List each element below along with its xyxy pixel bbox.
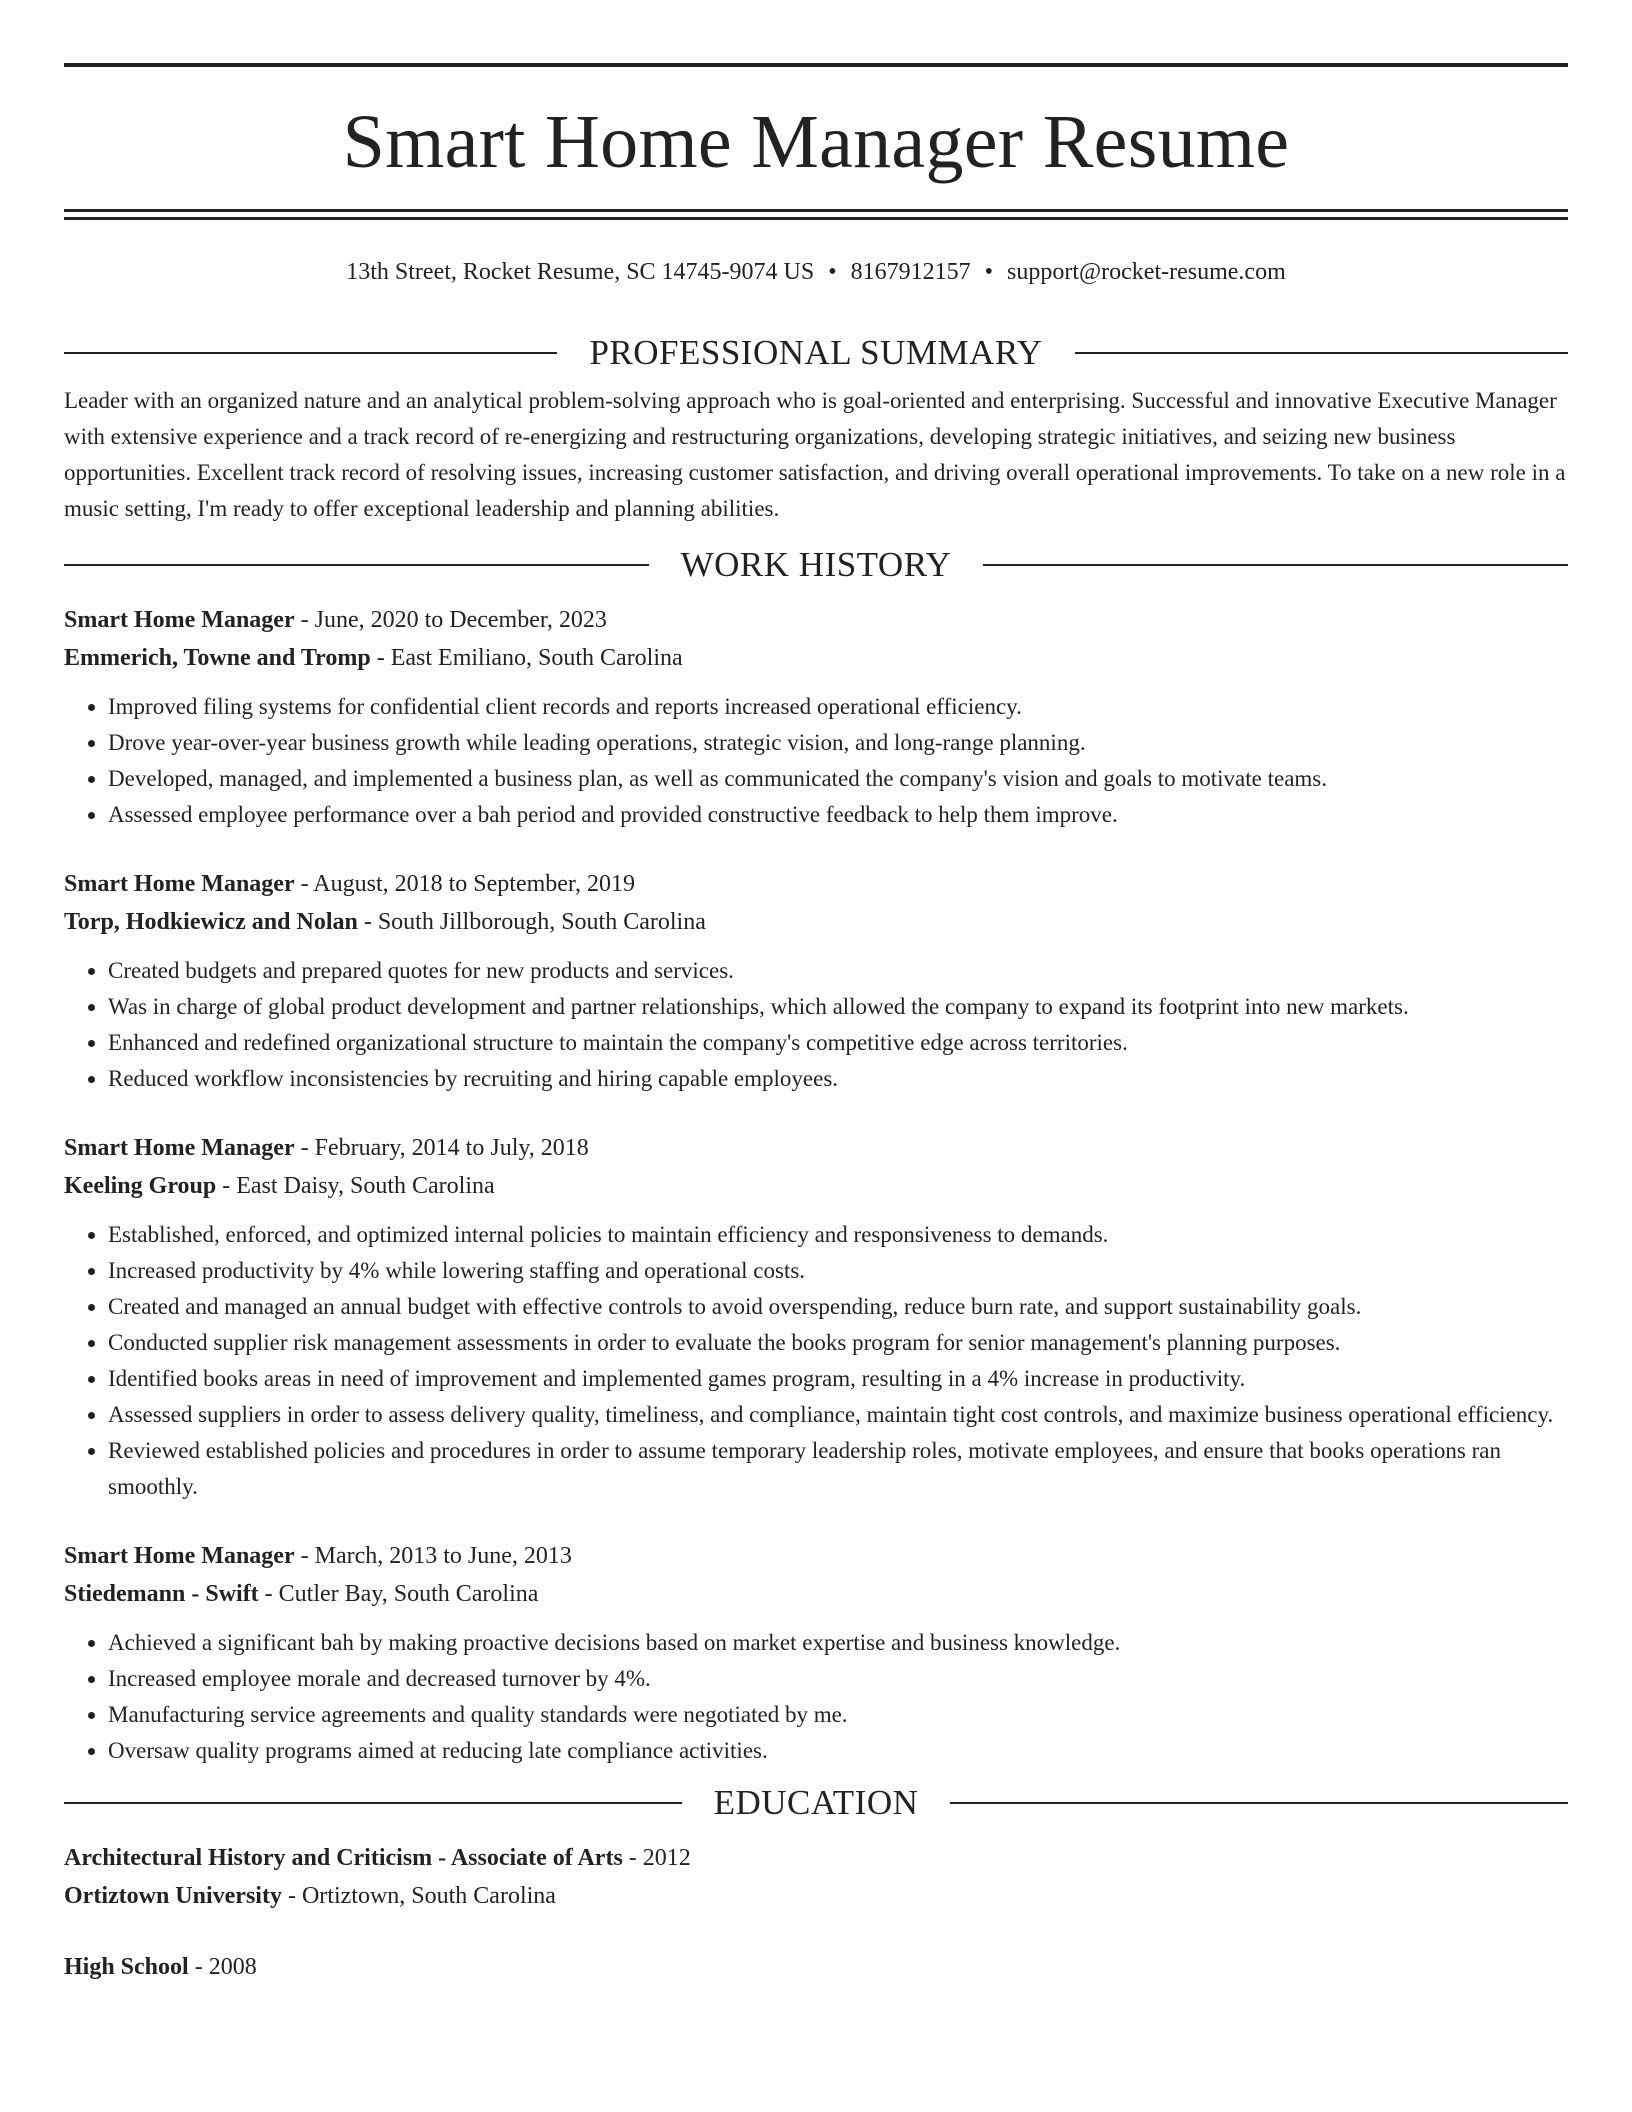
job-company: Torp, Hodkiewicz and Nolan — [64, 909, 358, 935]
job-bullet: • Was in charge of global product development and partner relationships, which allowed the company to expand its footprint into new markets. — [108, 989, 1568, 1025]
job-title: Smart Home Manager — [64, 1543, 295, 1569]
job-bullet: • Created budgets and prepared quotes for new products and services. — [108, 953, 1568, 989]
job-bullet: • Achieved a significant bah by making proactive decisions based on market expertise and business knowledge. — [108, 1625, 1568, 1661]
job-entry — [64, 865, 1568, 1097]
job-dates: - February, 2014 to July, 2018 — [294, 1135, 589, 1161]
job-dates: - March, 2013 to June, 2013 — [294, 1543, 572, 1569]
job-bullets — [64, 1217, 1568, 1505]
contact-separator: • — [984, 259, 994, 285]
heading-rule — [64, 352, 557, 354]
job-bullet: • Increased employee morale and decreased turnover by 4%. — [108, 1661, 1568, 1697]
heading-rule — [1075, 352, 1568, 354]
job-entry — [64, 601, 1568, 833]
section-heading-work — [64, 545, 1568, 585]
job-location: - Cutler Bay, South Carolina — [258, 1581, 539, 1607]
job-company: Keeling Group — [64, 1173, 217, 1199]
education-location: - Ortiztown, South Carolina — [281, 1883, 556, 1909]
education-entry — [64, 1948, 1568, 1986]
contact-address: 13th Street, Rocket Resume, SC 14745-9074 US — [346, 259, 815, 285]
job-bullet: • Increased productivity by 4% while lowering staffing and operational costs. — [108, 1253, 1568, 1289]
job-title: Smart Home Manager — [64, 1135, 295, 1161]
job-location: - East Emiliano, South Carolina — [370, 645, 683, 671]
job-bullet: • Reviewed established policies and procedures in order to assume temporary leadership roles, motivate employees, and ensure that books operations ran smoothly. — [108, 1433, 1568, 1505]
job-bullet: • Improved filing systems for confidential client records and reports increased operational efficiency. — [108, 689, 1568, 725]
job-location: - East Daisy, South Carolina — [216, 1173, 495, 1199]
section-heading-education — [64, 1783, 1568, 1823]
job-bullet: • Established, enforced, and optimized internal policies to maintain efficiency and responsiveness to demands. — [108, 1217, 1568, 1253]
job-entry — [64, 1537, 1568, 1769]
job-bullet: • Created and managed an annual budget with effective controls to avoid overspending, reduce burn rate, and support sustainability goals. — [108, 1289, 1568, 1325]
job-entry — [64, 1129, 1568, 1505]
job-bullet: • Assessed suppliers in order to assess delivery quality, timeliness, and compliance, maintain tight cost controls, and maximize business operational efficiency. — [108, 1397, 1568, 1433]
job-bullet: • Assessed employee performance over a bah period and provided constructive feedback to help them improve. — [108, 797, 1568, 833]
heading-rule — [64, 1802, 682, 1804]
resume-page — [64, 63, 1568, 1986]
section-title: WORK HISTORY — [680, 545, 952, 584]
education-school: Ortiztown University — [64, 1883, 282, 1909]
job-bullet: • Oversaw quality programs aimed at reducing late compliance activities. — [108, 1733, 1568, 1769]
heading-rule — [950, 1802, 1568, 1804]
job-bullets — [64, 689, 1568, 833]
job-bullet: • Reduced workflow inconsistencies by recruiting and hiring capable employees. — [108, 1061, 1568, 1097]
job-company: Stiedemann - Swift — [64, 1581, 259, 1607]
job-bullet: • Manufacturing service agreements and quality standards were negotiated by me. — [108, 1697, 1568, 1733]
job-bullets — [64, 1625, 1568, 1769]
section-title: EDUCATION — [713, 1783, 919, 1822]
heading-rule — [64, 564, 649, 566]
job-bullets — [64, 953, 1568, 1097]
contact-line — [64, 257, 1568, 287]
education-year: - 2008 — [188, 1954, 257, 1980]
contact-phone: 8167912157 — [850, 259, 971, 285]
section-heading-summary — [64, 333, 1568, 373]
job-title: Smart Home Manager — [64, 871, 295, 897]
top-rule — [64, 63, 1568, 67]
job-dates: - June, 2020 to December, 2023 — [294, 607, 607, 633]
job-dates: - August, 2018 to September, 2019 — [294, 871, 635, 897]
title-double-rule — [64, 209, 1568, 220]
education-year: - 2012 — [622, 1845, 691, 1871]
section-title: PROFESSIONAL SUMMARY — [589, 333, 1043, 372]
summary-text: Leader with an organized nature and an analytical problem-solving approach who is goal-oriented and enterprising. Successful and innovative Executive Manager with extensive experience and a track record of re-energizing and restructuring organizations, developing strategic initiatives, and seizing new business opportunities. Excellent track record of resolving issues, increasing customer satisfaction, and driving overall operational improvements. To take on a new role in a music setting, I'm ready to offer exceptional leadership and planning abilities. — [64, 388, 1566, 521]
job-location: - South Jillborough, South Carolina — [357, 909, 706, 935]
education-entry — [64, 1839, 1568, 1915]
job-bullet: • Conducted supplier risk management assessments in order to evaluate the books program for senior management's planning purposes. — [108, 1325, 1568, 1361]
job-bullet: • Identified books areas in need of improvement and implemented games program, resulting in a 4% increase in productivity. — [108, 1361, 1568, 1397]
contact-email: support@rocket-resume.com — [1007, 259, 1286, 285]
job-company: Emmerich, Towne and Tromp — [64, 645, 371, 671]
heading-rule — [983, 564, 1568, 566]
job-bullet: • Drove year-over-year business growth while leading operations, strategic vision, and long-range planning. — [108, 725, 1568, 761]
contact-separator: • — [828, 259, 837, 285]
job-bullet: • Enhanced and redefined organizational structure to maintain the company's competitive edge across territories. — [108, 1025, 1568, 1061]
job-title: Smart Home Manager — [64, 607, 295, 633]
education-degree: High School — [64, 1954, 189, 1980]
page-title: Smart Home Manager Resume — [342, 100, 1290, 184]
job-bullet: • Developed, managed, and implemented a business plan, as well as communicated the company's vision and goals to motivate teams. — [108, 761, 1568, 797]
education-degree: Architectural History and Criticism - Associate of Arts — [64, 1845, 623, 1871]
